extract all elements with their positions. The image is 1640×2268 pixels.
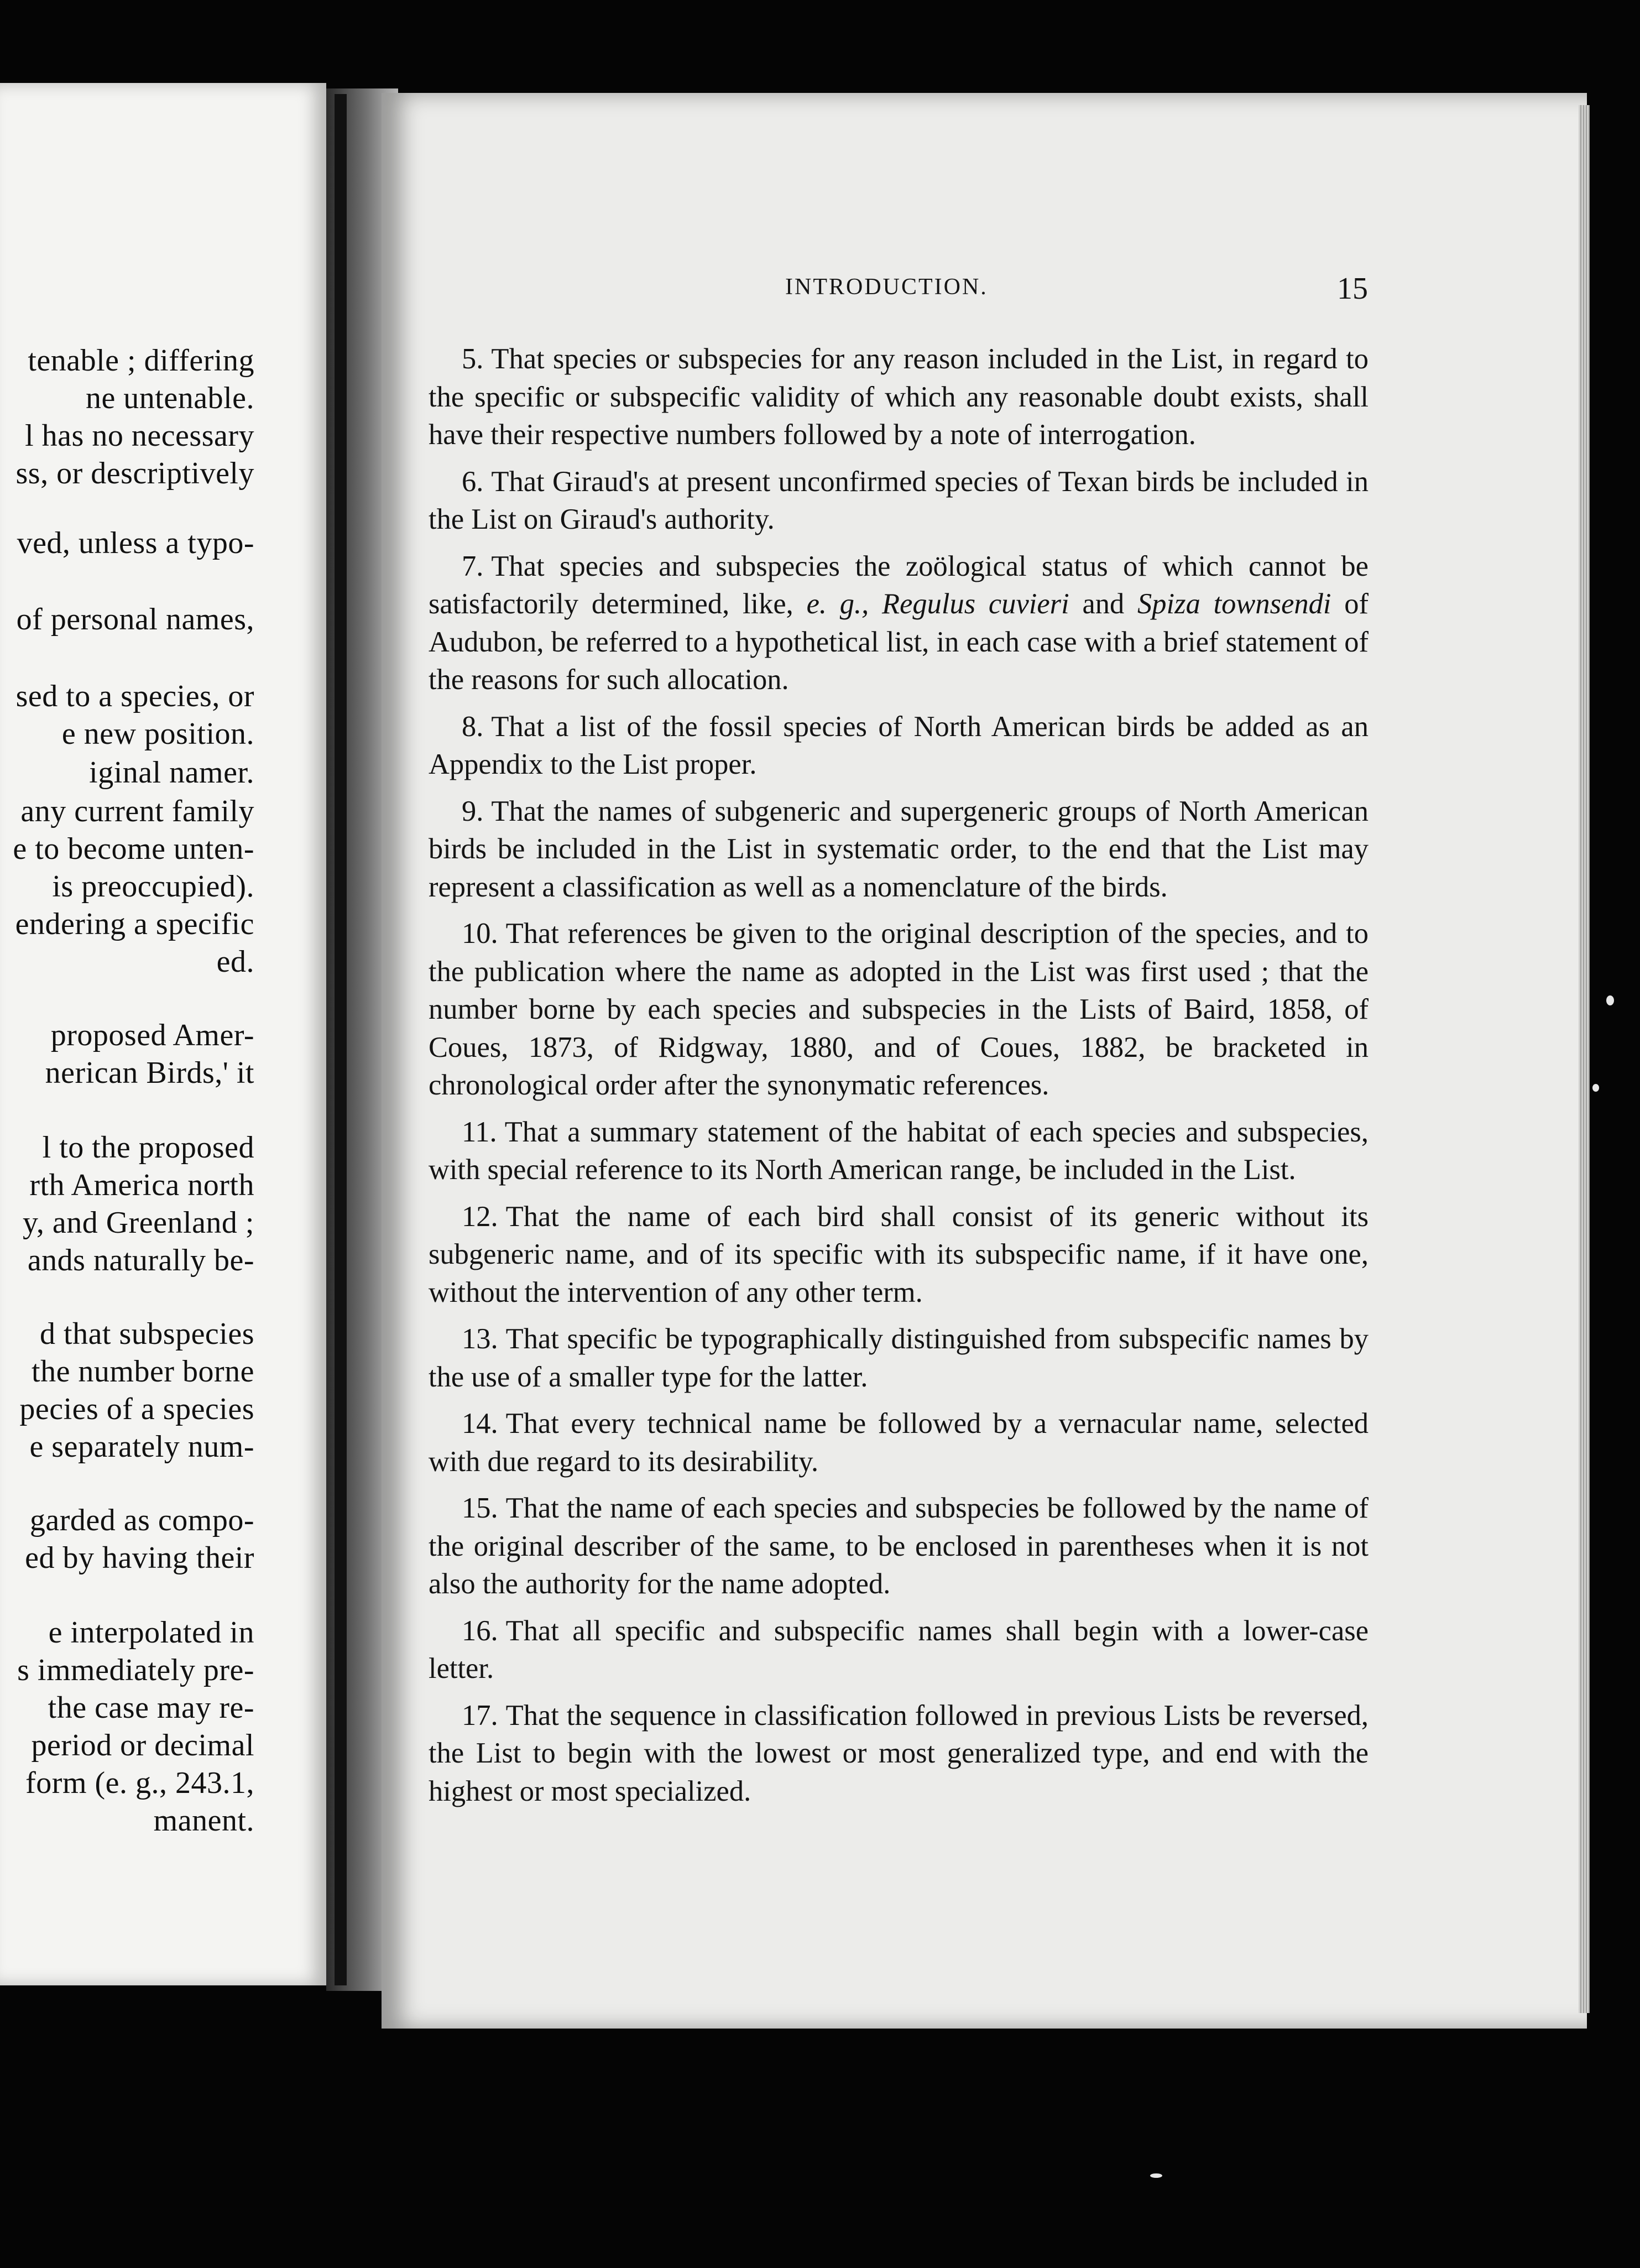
- left-facing-page: [0, 83, 326, 1985]
- left-page-line: form (e. g., 243.1,: [25, 1766, 254, 1800]
- numbered-paragraph: 13. That specific be typographically distinguished from subspecific names by the use of a smaller type for the latter.: [429, 1323, 1369, 1393]
- left-page-line: the number borne: [32, 1354, 254, 1389]
- italic-text: e. g., Regulus cuvieri: [806, 588, 1069, 620]
- left-page-line: garded as compo-: [29, 1503, 254, 1537]
- scan-speck: [1150, 2173, 1162, 2178]
- running-head: INTRODUCTION.: [785, 274, 988, 300]
- numbered-paragraph: 16. That all specific and subspecific names shall begin with a lower-case letter.: [429, 1614, 1369, 1685]
- left-page-line: endering a specific: [15, 907, 254, 941]
- left-page-line: ved, unless a typo-: [17, 526, 254, 560]
- numbered-paragraph: 10. That references be given to the original description of the species, and to the publication where the name as adopted in the List was first used ; that the number borne by each species and subspecies in the Lists of Baird, 1858, of Coues, 1873, of Ridgway, 1880, and of Coues, 1882, be bracketed in chronological order after the synonymatic references.: [429, 917, 1369, 1101]
- numbered-paragraph: 8. That a list of the fossil species of North American birds be added as an Appendix to the List proper.: [429, 710, 1369, 780]
- numbered-paragraph: 7. That species and subspecies the zoölogical status of which cannot be satisfactorily determined, like, e. g., Regulus cuvieri and Spiza townsendi of Audubon, be referred to a hypothetical list, in each case with a brief statement of the reasons for such allocation.: [429, 550, 1369, 696]
- left-page-line: ne untenable.: [85, 381, 254, 415]
- left-page-line: e separately num-: [29, 1430, 254, 1464]
- scan-speck: [1606, 995, 1614, 1005]
- left-page-line: l has no necessary: [25, 419, 254, 453]
- left-page-line: iginal namer.: [89, 755, 254, 790]
- numbered-paragraph: 15. That the name of each species and subspecies be followed by the name of the original describer of the same, to be enclosed in parentheses when it is not also the authority for the name adopted.: [429, 1492, 1369, 1600]
- left-page-line: is preoccupied).: [52, 869, 254, 904]
- left-page-line: d that subspecies: [40, 1317, 254, 1351]
- gutter-shadow: [335, 94, 347, 1985]
- left-page-line: tenable ; differing: [28, 343, 254, 378]
- left-page-line: ands naturally be-: [27, 1243, 254, 1278]
- left-page-line: ed by having their: [25, 1541, 254, 1575]
- left-page-line: sed to a species, or: [15, 679, 254, 713]
- left-page-line: manent.: [153, 1803, 254, 1838]
- left-page-line: period or decimal: [31, 1728, 254, 1763]
- left-page-line: e new position.: [61, 717, 254, 751]
- numbered-paragraph: 9. That the names of subgeneric and supergeneric groups of North American birds be included in the List in systematic order, to the end that the List may represent a classification as well as a nomenclature of the birds.: [429, 795, 1369, 903]
- left-page-line: rth America north: [29, 1168, 254, 1202]
- left-page-line: e to become unten-: [13, 832, 254, 866]
- left-page-line: ss, or descriptively: [15, 456, 254, 491]
- left-page-line: pecies of a species: [19, 1392, 254, 1426]
- numbered-paragraph: 6. That Giraud's at present unconfirmed species of Texan birds be included in the List on Giraud's authority.: [429, 465, 1369, 535]
- page-number: 15: [1337, 272, 1368, 306]
- numbered-paragraph: 11. That a summary statement of the habitat of each species and subspecies, with special reference to its North American range, be included in the List.: [429, 1115, 1369, 1186]
- page-body: [429, 340, 1369, 1819]
- numbered-paragraph: 17. That the sequence in classification followed in previous Lists be reversed, the List to begin with the lowest or most generalized type, and end with the highest or most specialized.: [429, 1699, 1369, 1807]
- left-page-line: s immediately pre-: [17, 1653, 254, 1687]
- scan-speck: [1592, 1084, 1599, 1092]
- left-page-line: y, and Greenland ;: [23, 1206, 254, 1240]
- numbered-paragraph: 12. That the name of each bird shall consist of its generic without its subgeneric name, and of its specific with its subspecific name, if it have one, without the intervention of any other term.: [429, 1200, 1369, 1308]
- left-page-line: l to the proposed: [42, 1130, 254, 1165]
- left-page-line: ed.: [216, 945, 254, 979]
- left-page-line: the case may re-: [48, 1691, 254, 1725]
- italic-text: Spiza townsendi: [1137, 588, 1331, 620]
- left-page-line: e interpolated in: [48, 1615, 254, 1650]
- left-page-line: proposed Amer-: [50, 1018, 254, 1052]
- left-page-line: any current family: [20, 794, 254, 828]
- numbered-paragraph: 14. That every technical name be followed by a vernacular name, selected with due regard to its desirability.: [429, 1407, 1369, 1478]
- numbered-paragraph: 5. That species or subspecies for any reason included in the List, in regard to the specific or subspecific validity of which any reasonable doubt exists, shall have their respective numbers followed by a note of interrogation.: [429, 343, 1369, 451]
- left-page-line: of personal names,: [16, 602, 254, 637]
- page-edges: [1579, 105, 1590, 2013]
- left-page-line: nerican Birds,' it: [45, 1056, 254, 1090]
